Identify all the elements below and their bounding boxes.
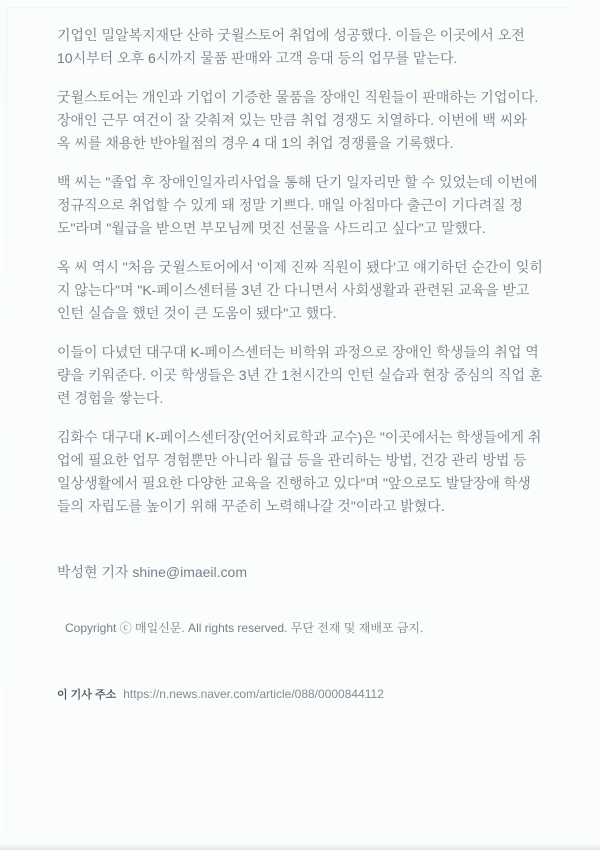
article-line: 이들이 다녔던 대구대 K-페이스센터는 비학위 과정으로 장애인 학생들의 취업 역 [57, 344, 539, 360]
article-line: 량을 키워준다. 이곳 학생들은 3년 간 1천시간의 인턴 실습과 현장 중심의 직업 훈 [57, 367, 543, 383]
article-line: 업에 필요한 업무 경험뿐만 아니라 월급 등을 관리하는 방법, 건강 관리 방법 등 [57, 452, 527, 468]
scan-edge-left [6, 8, 7, 838]
scan-edge-top [6, 7, 570, 8]
article-paragraph [57, 86, 569, 155]
article-line: 도"라며 "월급을 받으면 부모님께 멋진 선물을 사드리고 싶다"고 말했다. [57, 220, 486, 236]
article-url: https://n.news.naver.com/article/088/0000844112 [123, 687, 384, 701]
article-line: 10시부터 오후 6시까지 물품 판매와 고객 응대 등의 업무를 맡는다. [57, 50, 458, 66]
article-paragraph [57, 24, 569, 70]
reporter-name: 박성현 기자 [57, 564, 129, 580]
article-body [57, 24, 569, 703]
article-line: 인턴 실습을 했던 것이 큰 도움이 됐다"고 했다. [57, 305, 337, 321]
copyright-notice: Copyright ⓒ 매일신문. All rights reserved. 무단 전재 및 재배포 금지. [65, 621, 424, 635]
reporter-email: shine@imaeil.com [132, 564, 247, 580]
article-line: 련 경험을 쌓는다. [57, 390, 164, 406]
article-line: 백 씨는 "졸업 후 장애인일자리사업을 통해 단기 일자리만 할 수 있었는데 이번에 [57, 174, 538, 190]
article-paragraph [57, 341, 569, 410]
article-line: 옥 씨 역시 "처음 굿윌스토어에서 '이제 진짜 직원이 됐다'고 얘기하던 순간이 잊히 [57, 259, 543, 275]
article-line: 옥 씨를 채용한 반야월점의 경우 4 대 1의 취업 경쟁률을 기록했다. [57, 135, 454, 151]
article-line: 김화수 대구대 K-페이스센터장(언어치료학과 교수)은 "이곳에서는 학생들에게 취 [57, 429, 542, 445]
byline [57, 561, 569, 584]
article-line: 일상생활에서 필요한 다양한 교육을 진행하고 있다"며 "앞으로도 발달장애 학생 [57, 475, 531, 491]
article-line: 들의 자립도를 높이기 위해 꾸준히 노력해나갈 것"이라고 밝혔다. [57, 498, 445, 514]
article-source-row [57, 686, 569, 703]
article-line: 굿윌스토어는 개인과 기업이 기증한 물품을 장애인 직원들이 판매하는 기업이다. [57, 89, 539, 105]
article-line: 기업인 밀알복지재단 산하 굿윌스토어 취업에 성공했다. 이들은 이곳에서 오전 [57, 27, 525, 43]
article-url-label: 이 기사 주소 [57, 689, 117, 701]
article-paragraph [57, 256, 569, 325]
scan-edge-bottom [0, 844, 600, 850]
article-line: 지 않는다"며 "K-페이스센터를 3년 간 다니면서 사회생활과 관련된 교육을 받고 [57, 282, 530, 298]
article-line: 정규직으로 취업할 수 있게 돼 정말 기쁘다. 매일 아침마다 출근이 기다려질 정 [57, 197, 523, 213]
article-line: 장애인 근무 여건이 잘 갖춰져 있는 만큼 취업 경쟁도 치열하다. 이번에 백 씨와 [57, 112, 527, 128]
article-paragraph [57, 171, 569, 240]
article-paragraph [57, 426, 569, 518]
